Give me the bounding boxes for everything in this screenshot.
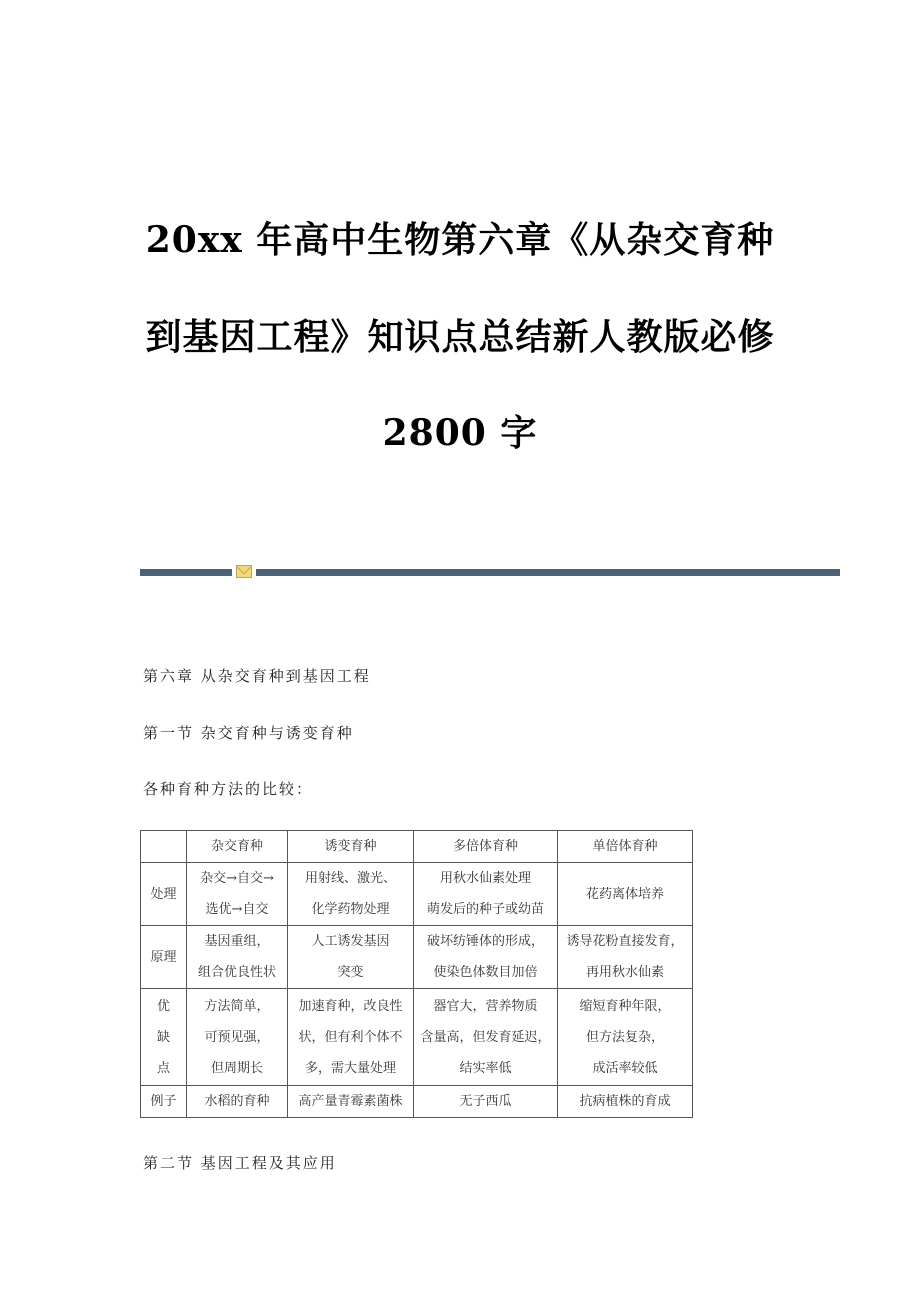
table-header-row (141, 831, 693, 863)
table-cell: 水稻的育种 (187, 1086, 288, 1118)
table-cell: 方法简单， 可预见强， 但周期长 (187, 989, 288, 1086)
section-1-heading: 第一节 杂交育种与诱变育种 (143, 724, 354, 742)
comparison-intro: 各种育种方法的比较： (143, 780, 314, 798)
row-label: 例子 (141, 1086, 187, 1118)
table-row (141, 926, 693, 989)
row-label: 原理 (141, 926, 187, 989)
table-cell: 人工诱发基因 突变 (288, 926, 414, 989)
table-cell: 杂交→自交→ 选优→自交 (187, 863, 288, 926)
divider-right-segment (256, 569, 840, 576)
table-header-cell: 多倍体育种 (414, 831, 558, 863)
table-cell: 加速育种，改良性 状，但有利个体不 多，需大量处理 (288, 989, 414, 1086)
table-cell: 用秋水仙素处理 萌发后的种子或幼苗 (414, 863, 558, 926)
table-cell: 抗病植株的育成 (558, 1086, 693, 1118)
row-label: 优 缺 点 (141, 989, 187, 1086)
table-header-cell: 诱变育种 (288, 831, 414, 863)
envelope-icon (236, 565, 252, 578)
table-cell: 高产量青霉素菌株 (288, 1086, 414, 1118)
table-header-cell: 杂交育种 (187, 831, 288, 863)
row-label: 处理 (141, 863, 187, 926)
table-cell: 破坏纺锤体的形成， 使染色体数目加倍 (414, 926, 558, 989)
breeding-comparison-table (140, 830, 693, 1118)
chapter-heading: 第六章 从杂交育种到基因工程 (143, 667, 371, 685)
document-title-line-3: 2800 字 (382, 412, 538, 454)
divider-left-segment (140, 569, 232, 576)
table-cell: 无子西瓜 (414, 1086, 558, 1118)
table-cell: 器官大，营养物质 含量高，但发育延迟， 结实率低 (414, 989, 558, 1086)
table-header-cell: 单倍体育种 (558, 831, 693, 863)
document-title-line-1: 20xx 年高中生物第六章《从杂交育种 (145, 219, 775, 261)
table-cell: 诱导花粉直接发育， 再用秋水仙素 (558, 926, 693, 989)
table-cell: 缩短育种年限， 但方法复杂， 成活率较低 (558, 989, 693, 1086)
table-row (141, 863, 693, 926)
table-row (141, 989, 693, 1086)
table-cell: 花药离体培养 (558, 863, 693, 926)
section-2-heading: 第二节 基因工程及其应用 (143, 1154, 337, 1172)
table-row (141, 1086, 693, 1118)
table-corner-cell (141, 831, 187, 863)
table-cell: 基因重组， 组合优良性状 (187, 926, 288, 989)
table-cell: 用射线、激光、 化学药物处理 (288, 863, 414, 926)
document-title-line-2: 到基因工程》知识点总结新人教版必修 (145, 316, 775, 358)
